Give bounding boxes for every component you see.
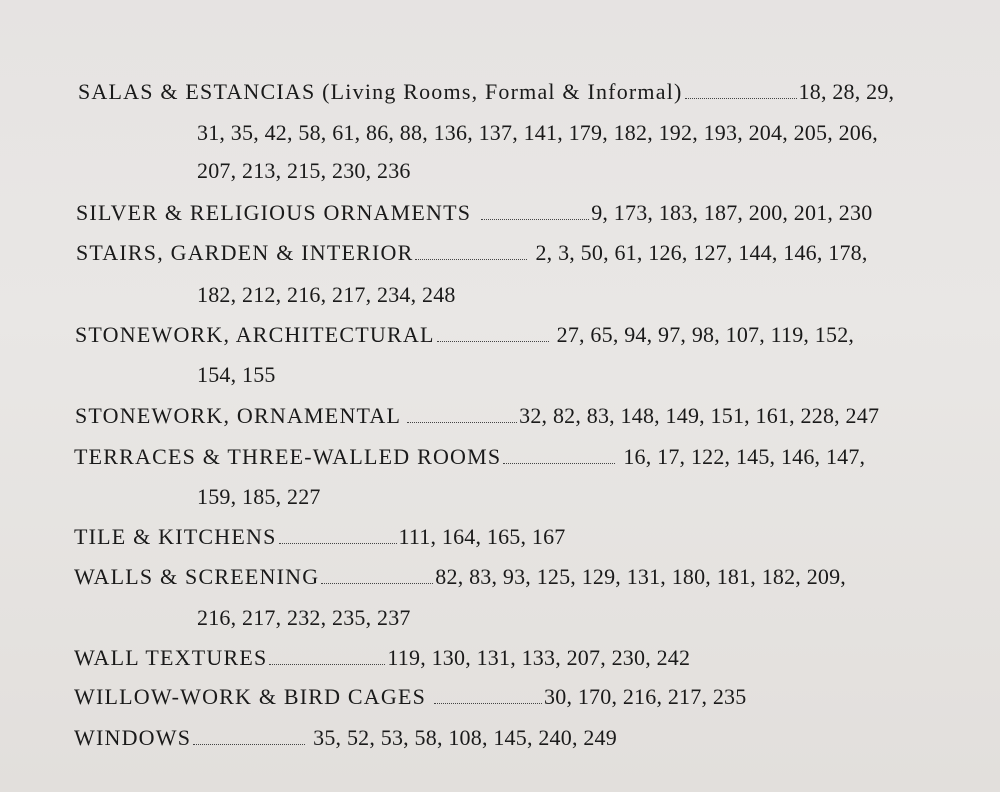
page-numbers-continued: 154, 155 [197, 362, 276, 387]
index-entry [75, 403, 879, 429]
page-numbers: 111, 164, 165, 167 [398, 524, 566, 549]
page-numbers: 82, 83, 93, 125, 129, 131, 180, 181, 182, 209, [435, 564, 846, 589]
index-term: STONEWORK, ORNAMENTAL [75, 403, 402, 428]
page-numbers: 35, 52, 53, 58, 108, 145, 240, 249 [313, 725, 617, 750]
index-entry [76, 200, 872, 226]
page-numbers-continued: 216, 217, 232, 235, 237 [197, 605, 411, 630]
page-numbers-continued: 31, 35, 42, 58, 61, 86, 88, 136, 137, 141, 179, 182, 192, 193, 204, 205, 206, [197, 120, 878, 145]
index-term: STONEWORK, ARCHITECTURAL [75, 322, 435, 347]
index-term: TILE & KITCHENS [74, 524, 277, 549]
index-entry [74, 645, 690, 671]
page-numbers-continued: 207, 213, 215, 230, 236 [197, 158, 411, 183]
index-term: WINDOWS [74, 725, 192, 750]
page-numbers-continued: 159, 185, 227 [197, 484, 321, 509]
dot-leader [269, 664, 385, 665]
index-entry [74, 684, 746, 710]
page-numbers: 27, 65, 94, 97, 98, 107, 119, 152, [556, 322, 855, 347]
page-numbers: 9, 173, 183, 187, 200, 201, 230 [591, 200, 873, 225]
dot-leader [279, 543, 397, 544]
dot-leader [481, 219, 589, 220]
index-term: SILVER & RELIGIOUS ORNAMENTS [76, 200, 472, 225]
index-term: SALAS & ESTANCIAS (Living Rooms, Formal & Informal) [78, 79, 683, 104]
dot-leader [321, 583, 433, 584]
index-term: WALLS & SCREENING [74, 564, 320, 589]
index-entry [74, 524, 566, 550]
dot-leader [437, 341, 549, 342]
dot-leader [685, 98, 797, 99]
index-term: STAIRS, GARDEN & INTERIOR [76, 240, 414, 265]
dot-leader [503, 463, 615, 464]
index-entry [74, 564, 846, 590]
index-term: TERRACES & THREE-WALLED ROOMS [74, 444, 502, 469]
index-entry [75, 322, 854, 348]
index-entry [78, 79, 894, 105]
dot-leader [415, 259, 527, 260]
page-numbers: 30, 170, 216, 217, 235 [544, 684, 747, 709]
index-term: WILLOW-WORK & BIRD CAGES [74, 684, 427, 709]
page-numbers-continued: 182, 212, 216, 217, 234, 248 [197, 282, 456, 307]
index-entry [74, 725, 617, 751]
page-numbers: 2, 3, 50, 61, 126, 127, 144, 146, 178, [535, 240, 868, 265]
index-entry [74, 444, 865, 470]
index-term: WALL TEXTURES [74, 645, 268, 670]
dot-leader [434, 703, 542, 704]
index-entry [76, 240, 868, 266]
page-numbers: 32, 82, 83, 148, 149, 151, 161, 228, 247 [519, 403, 880, 428]
dot-leader [407, 422, 517, 423]
page-numbers: 18, 28, 29, [798, 79, 895, 104]
page-numbers: 16, 17, 122, 145, 146, 147, [623, 444, 866, 469]
dot-leader [193, 744, 305, 745]
page-numbers: 119, 130, 131, 133, 207, 230, 242 [387, 645, 691, 670]
